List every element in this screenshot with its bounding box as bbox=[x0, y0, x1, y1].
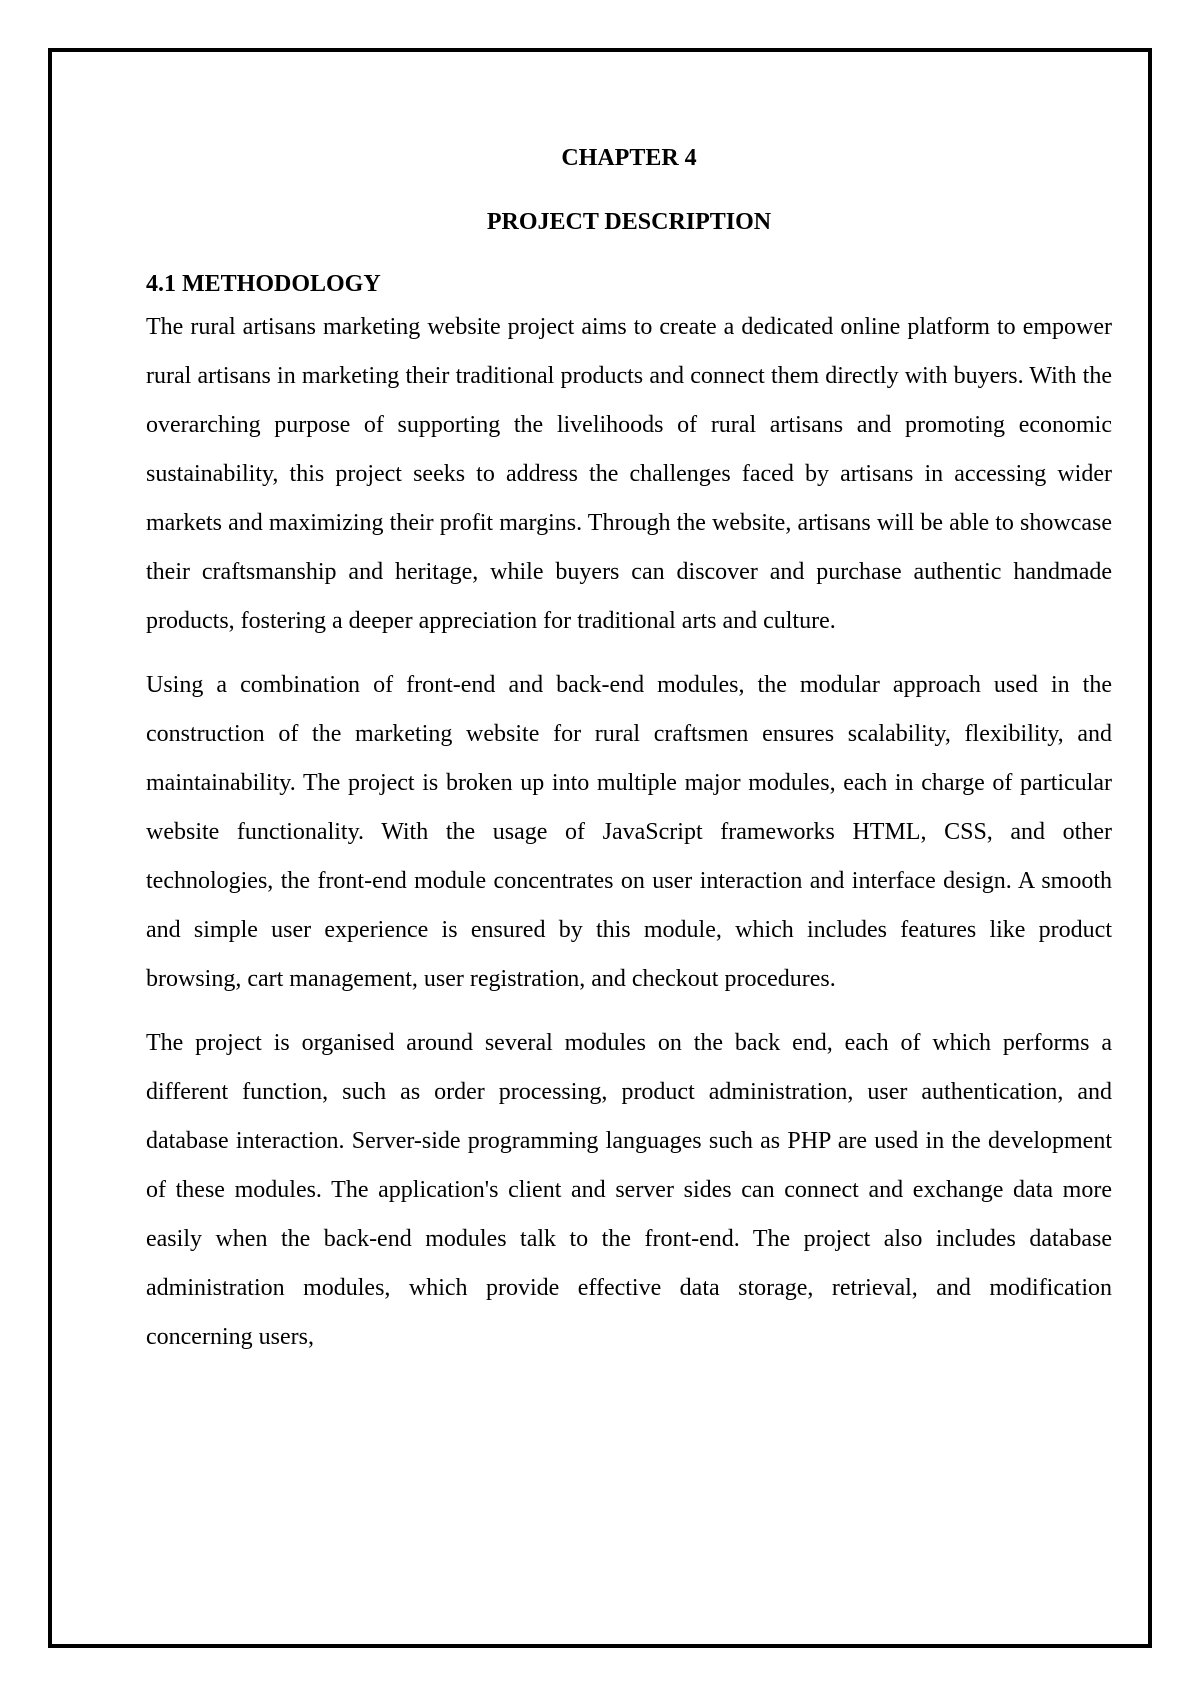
document-content bbox=[146, 143, 1112, 1362]
section-heading: 4.1 METHODOLOGY bbox=[146, 271, 381, 297]
paragraph: Using a combination of front-end and back-end modules, the modular approach used in the construction of the marketing website for rural craftsmen ensures scalability, flexibility, and maintainability. The project is broken up into multiple major modules, each in charge of particular website functionality. With the usage of JavaScript frameworks HTML, CSS, and other technologies, the front-end module concentrates on user interaction and interface design. A smooth and simple user experience is ensured by this module, which includes features like product browsing, cart management, user registration, and checkout procedures. bbox=[146, 672, 1112, 992]
paragraph: The rural artisans marketing website project aims to create a dedicated online platform to empower rural artisans in marketing their traditional products and connect them directly with buyers. With the overarching purpose of supporting the livelihoods of rural artisans and promoting economic sustainability, this project seeks to address the challenges faced by artisans in accessing wider markets and maximizing their profit margins. Through the website, artisans will be able to showcase their craftsmanship and heritage, while buyers can discover and purchase authentic handmade products, fostering a deeper appreciation for traditional arts and culture. bbox=[146, 314, 1112, 634]
document-title: PROJECT DESCRIPTION bbox=[486, 209, 772, 235]
paragraph: The project is organised around several modules on the back end, each of which performs a different function, such as order processing, product administration, user authentication, and database interaction. Server-side programming languages such as PHP are used in the development of these modules. The application's client and server sides can connect and exchange data more easily when the back-end modules talk to the front-end. The project also includes database administration modules, which provide effective data storage, retrieval, and modification concerning users, bbox=[146, 1030, 1112, 1350]
chapter-title: CHAPTER 4 bbox=[561, 145, 697, 171]
